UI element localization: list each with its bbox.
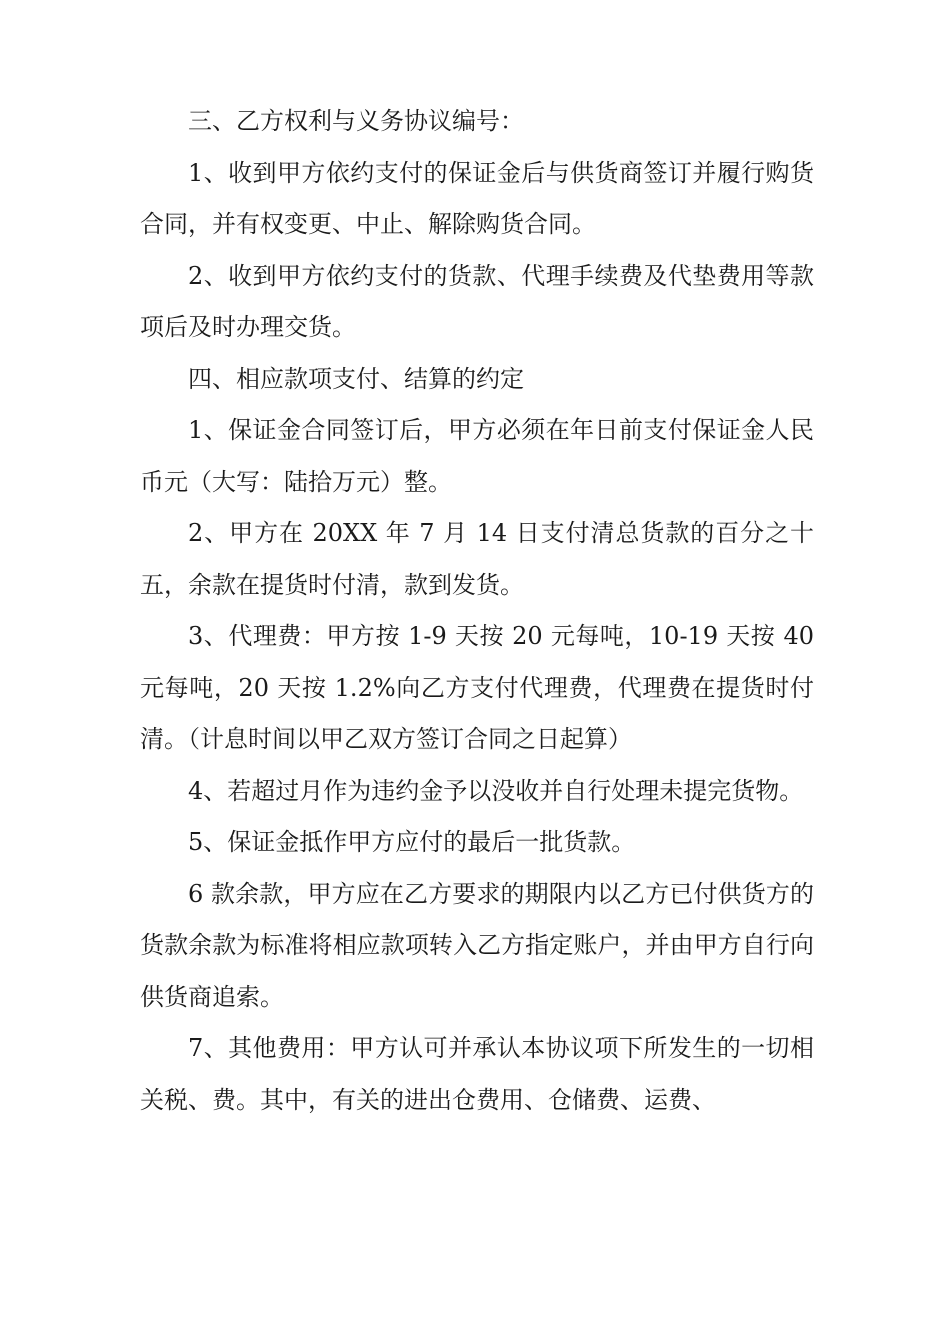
- paragraph-item: 2、收到甲方依约支付的货款、代理手续费及代垫费用等款项后及时办理交货。: [140, 261, 814, 341]
- paragraph-item: 4、若超过月作为违约金予以没收并自行处理未提完货物。: [188, 776, 804, 805]
- paragraph-section-3-heading: 三、乙方权利与义务协议编号：: [188, 107, 524, 135]
- document-body: [140, 96, 814, 1126]
- paragraph-item: 2、甲方在 20XX 年 7 月 14 日支付清总货款的百分之十五，余款在提货时付清，款到发货。: [140, 519, 814, 599]
- paragraph-item: 7、其他费用：甲方认可并承认本协议项下所发生的一切相关税、费。其中，有关的进出仓费用、仓储费、运费、: [140, 1034, 814, 1114]
- paragraph-item: 1、保证金合同签订后，甲方必须在年日前支付保证金人民币元（大写：陆拾万元）整。: [140, 416, 814, 496]
- paragraph-item: 1、收到甲方依约支付的保证金后与供货商签订并履行购货合同，并有权变更、中止、解除购货合同。: [140, 158, 814, 238]
- paragraph-item: 6 款余款，甲方应在乙方要求的期限内以乙方已付供货方的货款余款为标准将相应款项转入乙方指定账户，并由甲方自行向供货商追索。: [140, 879, 814, 1011]
- paragraph-item: 3、代理费：甲方按 1-9 天按 20 元每吨，10-19 天按 40 元每吨，20 天按 1.2%向乙方支付代理费，代理费在提货时付清。（计息时间以甲乙双方签订合同之日起算）: [140, 622, 814, 753]
- paragraph-item: 5、保证金抵作甲方应付的最后一批货款。: [188, 828, 636, 856]
- paragraph-section-4-heading: 四、相应款项支付、结算的约定: [188, 364, 524, 393]
